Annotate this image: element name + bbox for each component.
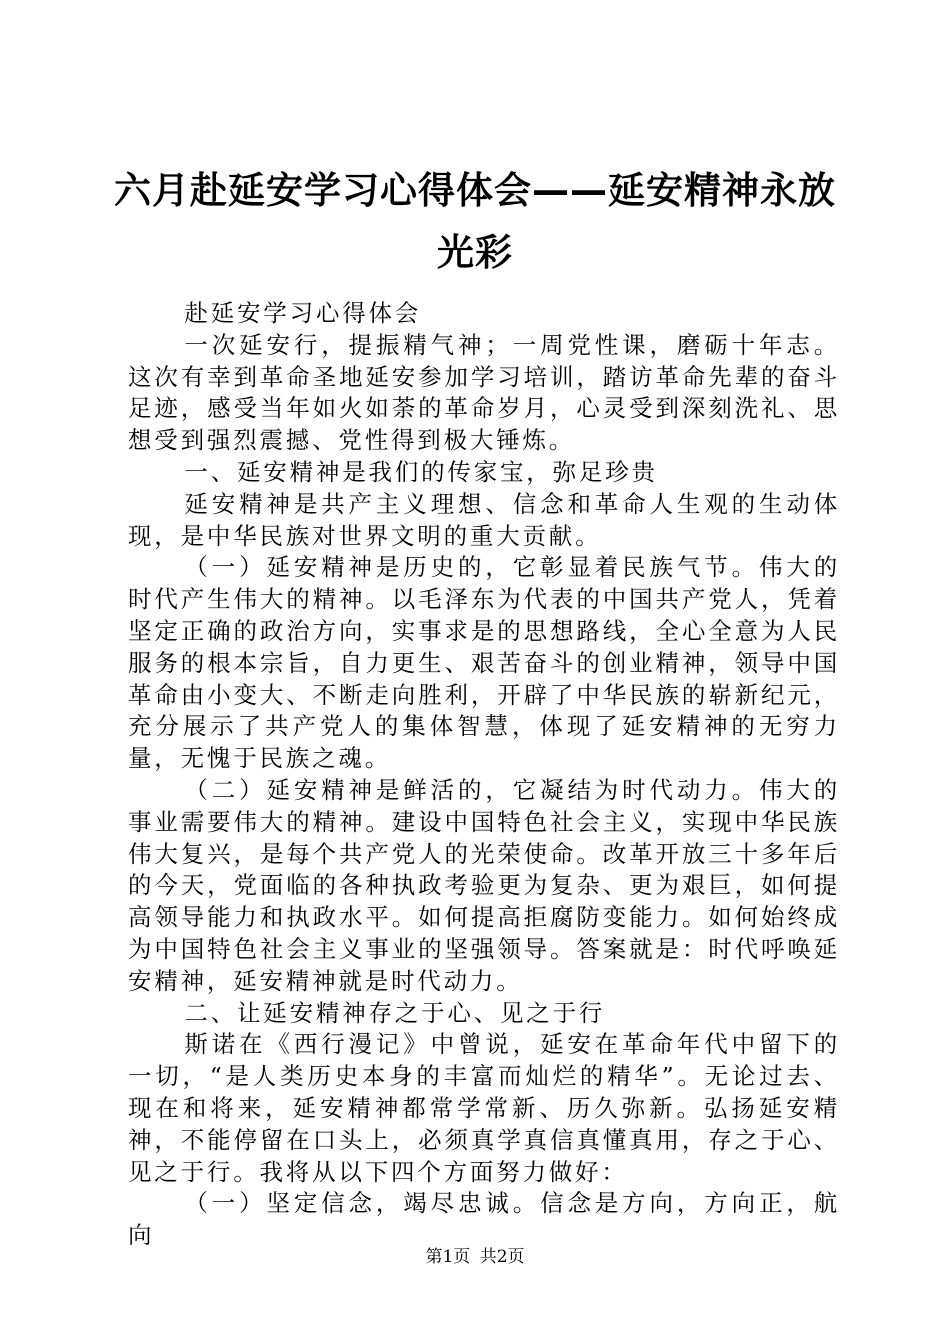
section-heading-2: 二、让延安精神存之于心、见之于行 (184, 998, 606, 1027)
body-paragraph: （一）延安精神是历史的，它彰显着民族气节。伟大的时代产生伟大的精神。以毛泽东为代表的中国共产党人，凭着坚定正确的政治方向，实事求是的思想路线，全心全意为人民服务的根本宗旨，自力更生、艰苦奋斗的创业精神，领导中国革命由小变大、不断走向胜利，开辟了中华民族的崭新纪元，充分展示了共产党人的集体智慧，体现了延安精神的无穷力量，无愧于民族之魂。 (128, 553, 840, 773)
body-paragraph: 延安精神是共产主义理想、信念和革命人生观的生动体现，是中华民族对世界文明的重大贡献。 (128, 489, 840, 550)
body-paragraph: （一）坚定信念，竭尽忠诚。信念是方向，方向正，航向 (128, 1189, 840, 1250)
page-footer (0, 1246, 950, 1268)
page-total: 共2页 (479, 1247, 525, 1267)
document-title: 六月赴延安学习心得体会——延安精神永放光彩 (114, 169, 836, 274)
intro-paragraph: 一次延安行，提振精气神；一周党性课，磨砺十年志。这次有幸到革命圣地延安参加学习培训，踏访革命先辈的奋斗足迹，感受当年如火如荼的革命岁月，心灵受到深刻洗礼、思想受到强烈震撼、党性得到极大锤炼。 (128, 330, 840, 455)
page-number: 第1页 (425, 1247, 471, 1267)
body-paragraph: （二）延安精神是鲜活的，它凝结为时代动力。伟大的事业需要伟大的精神。建设中国特色社会主义，实现中华民族伟大复兴，是每个共产党人的光荣使命。改革开放三十多年后的今天，党面临的各种执政考验更为复杂、更为艰巨，如何提高领导能力和执政水平。如何提高拒腐防变能力。如何始终成为中国特色社会主义事业的坚强领导。答案就是：时代呼唤延安精神，延安精神就是时代动力。 (128, 775, 840, 995)
section-heading-1: 一、延安精神是我们的传家宝，弥足珍贵 (184, 457, 658, 486)
document-body (128, 298, 840, 1252)
subtitle-paragraph: 赴延安学习心得体会 (184, 299, 422, 327)
body-paragraph: 斯诺在《西行漫记》中曾说，延安在革命年代中留下的一切，“是人类历史本身的丰富而灿烂的精华”。无论过去、现在和将来，延安精神都常学常新、历久弥新。弘扬延安精神，不能停留在口头上，必须真学真信真懂真用，存之于心、见之于行。我将从以下四个方面努力做好： (128, 1030, 840, 1186)
